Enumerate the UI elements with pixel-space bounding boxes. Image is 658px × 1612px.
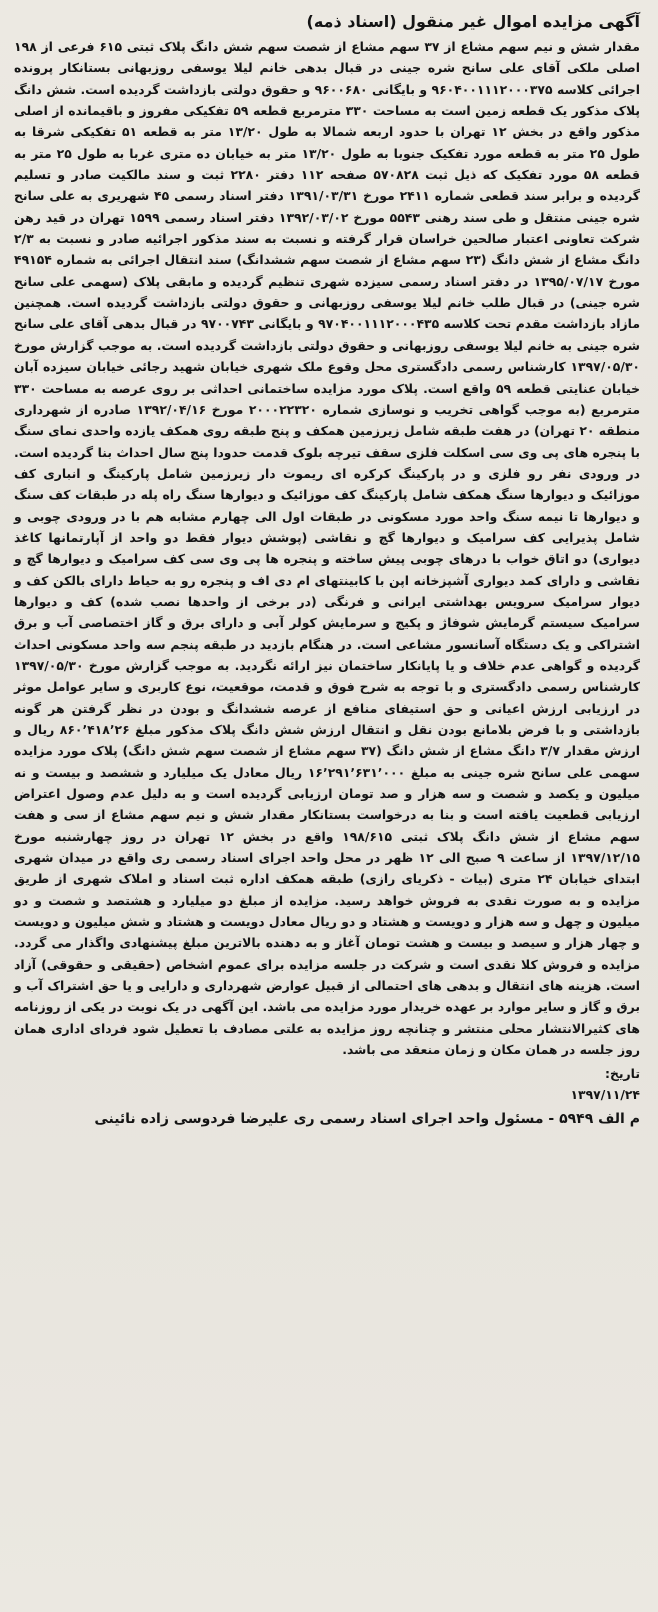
notice-signature: م الف ۵۹۴۹ - مسئول واحد اجرای اسناد رسمی ری علیرضا فردوسی زاده نائینی <box>94 1110 640 1127</box>
date-label: تاریخ: <box>605 1065 640 1081</box>
notice-title: آگهی مزایده اموال غیر منقول (اسناد ذمه) <box>306 12 640 31</box>
notice-body: مقدار شش و نیم سهم مشاع از ۳۷ سهم مشاع از شصت سهم شش دانگ پلاک ثبتی ۶۱۵ فرعی از ۱۹۸ اصلی ملکی آقای علی سانح شره جینی در قبال بدهی خانم لیلا یوسفی روزبهانی بستانکار پرونده اجرائی کلاسه ۹۶۰۴۰۰۱۱۱۲۰۰۰۳۷۵ و بایگانی ۹۶۰۰۶۸۰ و حقوق دولتی بازداشت گردیده است. شش دانگ پلاک مذکور یک قطعه زمین است به مساحت ۳۳۰ مترمربع قطعه ۵۹ تفکیکی مفروز و باقیمانده از اصلی مذکور واقع در بخش ۱۲ تهران با حدود اربعه شمالا به طول ۱۳/۲۰ متر به قطعه ۵۱ تفکیکی شرقا به طول ۲۵ متر به قطعه مورد تفکیک جنوبا به طول ۱۳/۲۰ متر به خیابان ده متری غربا به طول ۲۵ متر به قطعه ۵۸ مورد تفکیک که ذیل ثبت ۵۷۰۸۲۸ صفحه ۱۱۲ دفتر ۲۲۸۰ ثبت و سند مالکیت صادر و تسلیم گردیده و برابر سند قطعی شماره ۲۴۱۱ مورخ ۱۳۹۱/۰۳/۳۱ دفتر اسناد رسمی ۴۵ شهریری به علی سانح شره جینی منتقل و طی سند رهنی ۵۵۴۳ مورخ ۱۳۹۲/۰۳/۰۲ دفتر اسناد رسمی ۱۵۹۹ تهران در قید رهن شرکت تعاونی اعتبار صالحین خراسان قرار گرفته و نسبت به سند مذکور اجرائیه صادر و نسبت به ۲/۳ دانگ مشاع از شش دانگ (۲۳ سهم مشاع از شصت سهم ششدانگ) سند انتقال اجرائی به شماره ۴۹۱۵۴ مورخ ۱۳۹۵/۰۷/۱۷ در دفتر اسناد رسمی سیزده شهری تنظیم گردیده و مابقی پلاک (سهمی علی سانح شره جینی) در قبال طلب خانم لیلا یوسفی روزبهانی و حقوق دولتی بازداشت گردیده است. همچنین مازاد بازداشت مقدم تحت کلاسه ۹۷۰۴۰۰۱۱۱۲۰۰۰۴۳۵ و بایگانی ۹۷۰۰۷۴۳ در قبال بدهی آقای علی سانح شره جینی به خانم لیلا یوسفی روزبهانی و حقوق دولتی بازداشت گردیده است. به موجب گزارش مورخ ۱۳۹۷/۰۵/۳۰ کارشناس رسمی دادگستری محل وقوع ملک شهری خیابان شهید رجائی خیابان سیزده آبان خیابان عنایتی قطعه ۵۹ واقع است. پلاک مورد مزایده ساختمانی احداثی بر روی عرصه به مساحت ۳۳۰ مترمربع (به موجب گواهی تخریب و نوسازی شماره ۲۰۰۰۲۲۳۲۰ مورخ ۱۳۹۲/۰۴/۱۶ صادره از شهرداری منطقه ۲۰ تهران) در هفت طبقه شامل زیرزمین همکف و پنج طبقه روی همکف یازده واحدی نمای سنگ با پنجره های پی وی سی اسکلت فلزی سقف تیرچه بلوک قدمت حدودا پنج سال احداث بنا گردیده است. در ورودی نفر رو فلزی و در پارکینگ کرکره ای ریموت دار زیرزمین شامل پارکینگ و انباری کف موزائیک و دیوارها سنگ همکف شامل پارکینگ کف موزائیک و دیوارها سنگ راه پله در طبقات کف سنگ و دیوارها تا نیمه سنگ واحد مورد مسکونی در طبقات اول الی چهارم مشابه هم با در ورودی چوبی و شامل پذیرایی کف سرامیک و دیوارها گچ و نقاشی (پوشش دیوار فقط دو واحد از آپارتمانها کاغذ دیواری) دو اتاق خواب با درهای چوبی پیش ساخته و پنجره ها پی وی سی کف سرامیک و دیوارها گچ و نقاشی و دارای کمد دیواری آشپزخانه اپن با کابینتهای ام دی اف و پنجره رو به حیاط دارای بالکن کف و دیوار سرامیک سرویس بهداشتی ایرانی و فرنگی (در برخی از واحدها نصب شده) کف و دیوارها سرامیک سیستم گرمایش شوفاژ و پکیج و سرمایش کولر آبی و دارای برق و گاز اختصاصی آب و برق اشتراکی و یک دستگاه آسانسور مشاعی است. در هنگام بازدید در طبقه پنجم سه واحد مسکونی احداث گردیده و گواهی عدم خلاف و یا پایانکار ساختمان نیز ارائه نگردید. به موجب گزارش مورخ ۱۳۹۷/۰۵/۳۰ کارشناس رسمی دادگستری و با توجه به شرح فوق و قدمت، موقعیت، نوع کاربری و سایر عوامل موثر در ارزیابی ارزش اعیانی و حق استیفای منافع از عرصه ششدانگ و بودن در نظر گرفتن هر گونه بازداشتی و با فرض بلامانع بودن نقل و انتقال ارزش شش دانگ پلاک مذکور مبلغ ۸۶۰٬۴۱۸٬۲۶ ریال و ارزش مقدار ۳/۷ دانگ مشاع از شش دانگ (۳۷ سهم مشاع از شصت سهم شش دانگ) پلاک مورد مزایده سهمی علی سانح شره جینی به مبلغ ۱۶٬۲۹۱٬۶۳۱٬۰۰۰ ریال معادل یک میلیارد و ششصد و بیست و نه میلیون و یکصد و شصت و سه هزار و صد تومان ارزیابی گردیده است و به دلیل عدم وصول اعتراض ارزیابی قطعیت یافته است و بنا به درخواست بستانکار مقدار شش و نیم سهم مشاع از سی و هفت سهم مشاع از شش دانگ پلاک ثبتی ۱۹۸/۶۱۵ واقع در بخش ۱۲ تهران در روز چهارشنبه مورخ ۱۳۹۷/۱۲/۱۵ از ساعت ۹ صبح الی ۱۲ ظهر در محل واحد اجرای اسناد رسمی ری واقع در میدان شهری ابتدای خیابان ۲۴ متری (بیات - ذکریای رازی) طبقه همکف اداره ثبت اسناد و املاک شهری از طریق مزایده و به صورت نقدی به فروش خواهد رسید. مزایده از مبلغ دو میلیارد و هشتصد و شصت و دو میلیون و چهل و سه هزار و دویست و هشتاد و دو ریال معادل دویست و هشتاد و شش میلیون و دویست و چهار هزار و سیصد و بیست و هشت تومان آغاز و به دهنده بالاترین مبلغ پیشنهادی واگذار می گردد. مزایده و فروش کلا نقدی است و شرکت در جلسه مزایده برای عموم اشخاص (حقیقی و حقوقی) آزاد است. هزینه های انتقال و بدهی های احتمالی از قبیل عوارض شهرداری و دارایی و یا حق اشتراک آب و برق و گاز و سایر موارد بر عهده خریدار مورد مزایده می باشد. این آگهی در یک نوبت در یکی از روزنامه های کثیرالانتشار محلی منتشر و چنانچه روز مزایده به علتی مصادف با تعطیل شود فردای اداری همان روز جلسه در همان مکان و زمان منعقد می باشد. <box>14 39 641 1058</box>
notice-date-block <box>14 1063 640 1105</box>
date-value: ۱۳۹۷/۱۱/۲۴ <box>570 1086 640 1102</box>
